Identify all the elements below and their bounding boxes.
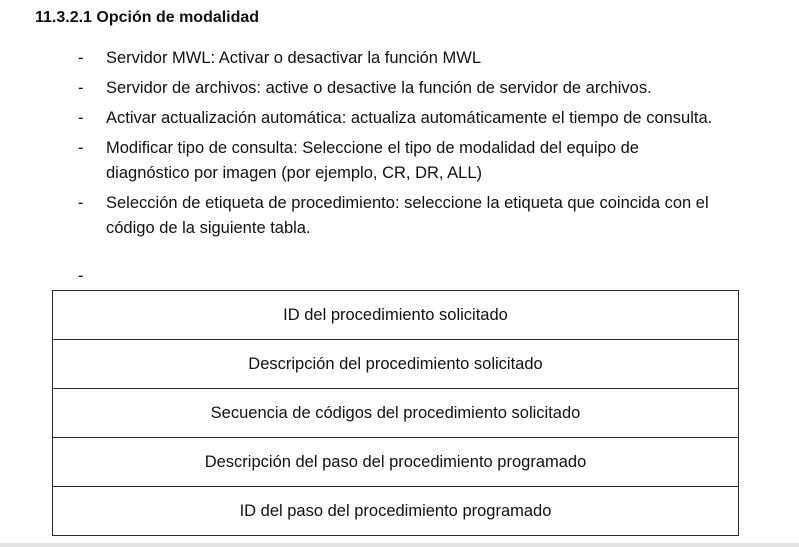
list-dash: - bbox=[78, 109, 84, 127]
procedure-code-table bbox=[52, 290, 739, 536]
table-row bbox=[53, 340, 739, 389]
list-item-text: Activar actualización automática: actualiza automáticamente el tiempo de consulta. bbox=[106, 109, 713, 127]
list-dash: - bbox=[78, 194, 84, 212]
list-dash: - bbox=[78, 139, 84, 157]
list-item-text: Servidor MWL: Activar o desactivar la función MWL bbox=[106, 49, 482, 67]
table-cell: ID del paso del procedimiento programado bbox=[53, 487, 739, 536]
list-item-procedure-label bbox=[76, 191, 716, 241]
table-row bbox=[53, 487, 739, 536]
list-dash: - bbox=[78, 79, 84, 97]
list-item-file-server bbox=[76, 76, 716, 101]
list-item-text: Modificar tipo de consulta: Seleccione el tipo de modalidad del equipo de diagnóstico por imagen (por ejemplo, CR, DR, ALL) bbox=[106, 139, 639, 182]
page-bottom-edge bbox=[0, 543, 799, 547]
option-list bbox=[76, 46, 716, 246]
empty-list-dash: - bbox=[78, 267, 84, 285]
list-item-auto-update bbox=[76, 106, 716, 131]
table-row bbox=[53, 438, 739, 487]
list-item-query-type bbox=[76, 136, 716, 186]
list-item-text: Selección de etiqueta de procedimiento: seleccione la etiqueta que coincida con el código de la siguiente tabla. bbox=[106, 194, 709, 237]
section-heading: 11.3.2.1 Opción de modalidad bbox=[35, 9, 260, 26]
list-dash: - bbox=[78, 49, 84, 67]
list-item-mwl-server bbox=[76, 46, 716, 71]
table-row bbox=[53, 389, 739, 438]
table-cell: ID del procedimiento solicitado bbox=[53, 291, 739, 340]
table-cell: Secuencia de códigos del procedimiento solicitado bbox=[53, 389, 739, 438]
table-row bbox=[53, 291, 739, 340]
table-cell: Descripción del procedimiento solicitado bbox=[53, 340, 739, 389]
table-cell: Descripción del paso del procedimiento programado bbox=[53, 438, 739, 487]
list-item-text: Servidor de archivos: active o desactive la función de servidor de archivos. bbox=[106, 79, 652, 97]
